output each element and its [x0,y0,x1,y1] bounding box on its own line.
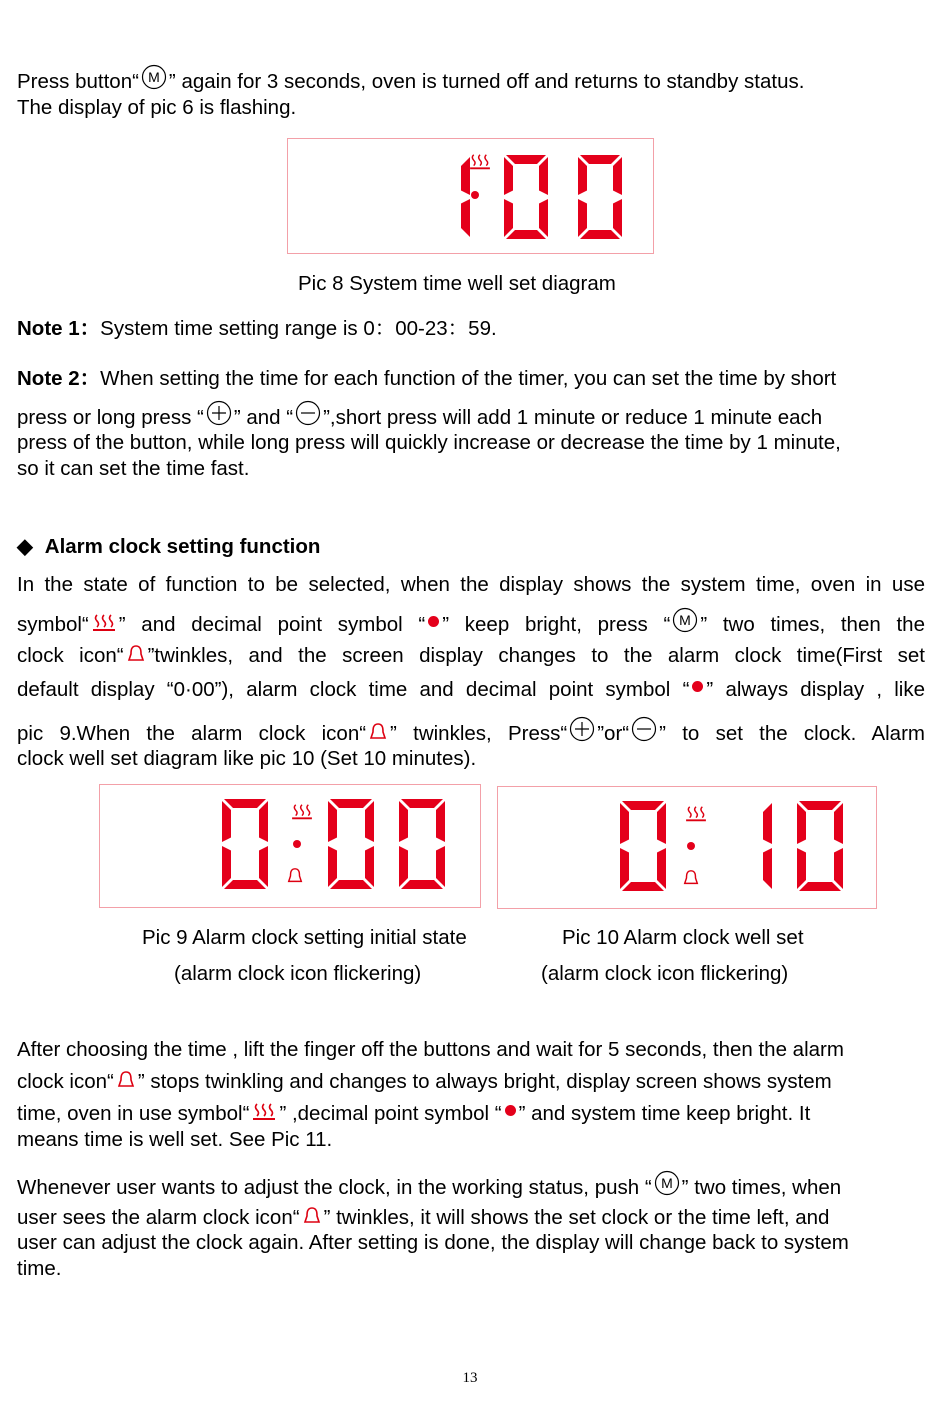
segment-c [461,199,470,237]
alarm-bell-icon [116,1070,136,1090]
digit-0 [222,799,268,889]
segment-b [763,803,772,844]
alarm-bell-icon [368,722,388,742]
digit-0 [461,157,470,237]
oven-in-use-icon [292,805,312,819]
svg-text:M: M [660,1175,673,1191]
m-button-icon [654,1170,680,1196]
svg-text:M: M [148,69,160,85]
segment-a [506,155,546,164]
note2: Note 2：When setting the time for each function of the timer, you can set the time by short press or long press “ ” and “ ”,short press will add 1 minute or reduce 1 minute each press of the button, while long press will quickly increase or decrease the time by 1 minute, so it can set the time fast. [17,367,841,480]
segment-d [622,882,664,891]
segment-b [259,801,268,842]
digit-2 [797,801,843,891]
segment-a [580,155,620,164]
decimal-point-icon [692,681,703,692]
oven-in-use-icon [470,155,490,169]
alarm-bell-icon [302,1206,322,1226]
segment-f [578,157,587,195]
m-button-icon [141,64,167,90]
note1: Note 1：System time setting range is 0：00-23：59. [17,317,497,340]
segment-f [399,801,408,842]
segment-f [328,801,337,842]
decimal-point-icon [428,616,439,627]
whenever-paragraph: Whenever user wants to adjust the clock, in the working status, push “ M ” two times, when user sees the alarm clock icon“ ” twinkles, it will shows the set clock or the time left, and user can adjust the clock again. After setting is done, the display will change back to system time. [17,1170,925,1282]
segment-e [399,846,408,887]
segment-c [657,848,666,889]
pic8-seven-segment-display [288,139,653,253]
pic8-display-panel [287,138,654,254]
segment-b [436,801,445,842]
segment-e [620,848,629,889]
minus-button-icon [295,400,321,426]
pic9-seven-segment-display [100,785,480,907]
decimal-point-dot [471,191,479,199]
after-paragraph: After choosing the time , lift the finger off the buttons and wait for 5 seconds, then the alarm clock icon“ ” stops twinkling and changes to always bright, display screen shows system time, oven in use symbol“ ” ,decimal point symbol “ ” and system time keep bright. It means time is well set. See Pic 11. [17,1038,844,1151]
plus-button-icon [569,716,595,742]
segment-d [580,230,620,239]
pic10-display-panel [497,786,877,909]
section-heading: ◆ Alarm clock setting function [17,535,321,558]
segment-e [504,199,513,237]
diamond-bullet-icon: ◆ [17,535,33,558]
segment-e [222,846,231,887]
segment-c [763,848,772,889]
segment-c [365,846,374,887]
segment-e [328,846,337,887]
segment-b [613,157,622,195]
decimal-point-dot [687,842,695,850]
digit-1 [763,803,772,889]
page-number: 13 [462,1370,478,1386]
segment-d [506,230,546,239]
oven-in-use-icon [251,1102,277,1122]
oven-in-use-icon [91,613,117,633]
segment-d [330,880,372,889]
segment-e [578,199,587,237]
segment-b [461,157,470,195]
digit-1 [504,155,548,239]
segment-b [539,157,548,195]
decimal-point-dot [293,840,301,848]
segment-d [401,880,443,889]
alarm-bell-icon [126,644,146,664]
segment-a [622,801,664,810]
decimal-point-icon [505,1105,516,1116]
segment-a [224,799,266,808]
segment-f [504,157,513,195]
pic10-caption: Pic 10 Alarm clock well set [562,926,804,949]
segment-f [797,803,806,844]
pic10-seven-segment-display [498,787,876,908]
segment-c [613,199,622,237]
oven-in-use-icon [686,807,706,821]
segment-f [620,803,629,844]
paragraph-standby: Press button“ M ” again for 3 seconds, oven is turned off and returns to standby status. The display of pic 6 is flashing. [17,64,804,120]
segment-c [834,848,843,889]
digit-2 [578,155,622,239]
segment-e [797,848,806,889]
digit-0 [620,801,666,891]
segment-b [365,801,374,842]
pic8-caption: Pic 8 System time well set diagram [298,272,616,295]
digit-1 [328,799,374,889]
svg-text:M: M [679,611,692,628]
minus-button-icon [631,716,657,742]
pic9-subcaption: (alarm clock icon flickering) [174,962,422,985]
segment-a [330,799,372,808]
segment-f [222,801,231,842]
alarm-bell-icon [685,871,698,884]
pic10-subcaption: (alarm clock icon flickering) [541,962,789,985]
pic9-display-panel [99,784,481,908]
alarm-bell-icon [289,869,302,882]
segment-a [401,799,443,808]
segment-b [834,803,843,844]
segment-b [657,803,666,844]
digit-2 [399,799,445,889]
plus-button-icon [206,400,232,426]
segment-c [436,846,445,887]
m-button-icon [672,607,698,633]
segment-d [799,882,841,891]
segment-c [259,846,268,887]
alarm-paragraph: In the state of function to be selected, when the display shows the system time, oven in use symbol“ ” and decimal point symbol “ ” keep bright, press “ M ” two times, then the clock icon“ ”twinkles, and the screen display changes to the alarm clock time(First set default display “0·00”), alarm clock time and decimal point symbol “ ” always display , like pic 9.When the alarm clock icon“ ” twinkles, Press“ ”or“ ” to set the clock. Alarm clock well set diagram like pic 10 (Set 10 minutes). [17,573,925,771]
segment-c [539,199,548,237]
pic9-caption: Pic 9 Alarm clock setting initial state [142,926,467,949]
segment-d [224,880,266,889]
segment-a [799,801,841,810]
